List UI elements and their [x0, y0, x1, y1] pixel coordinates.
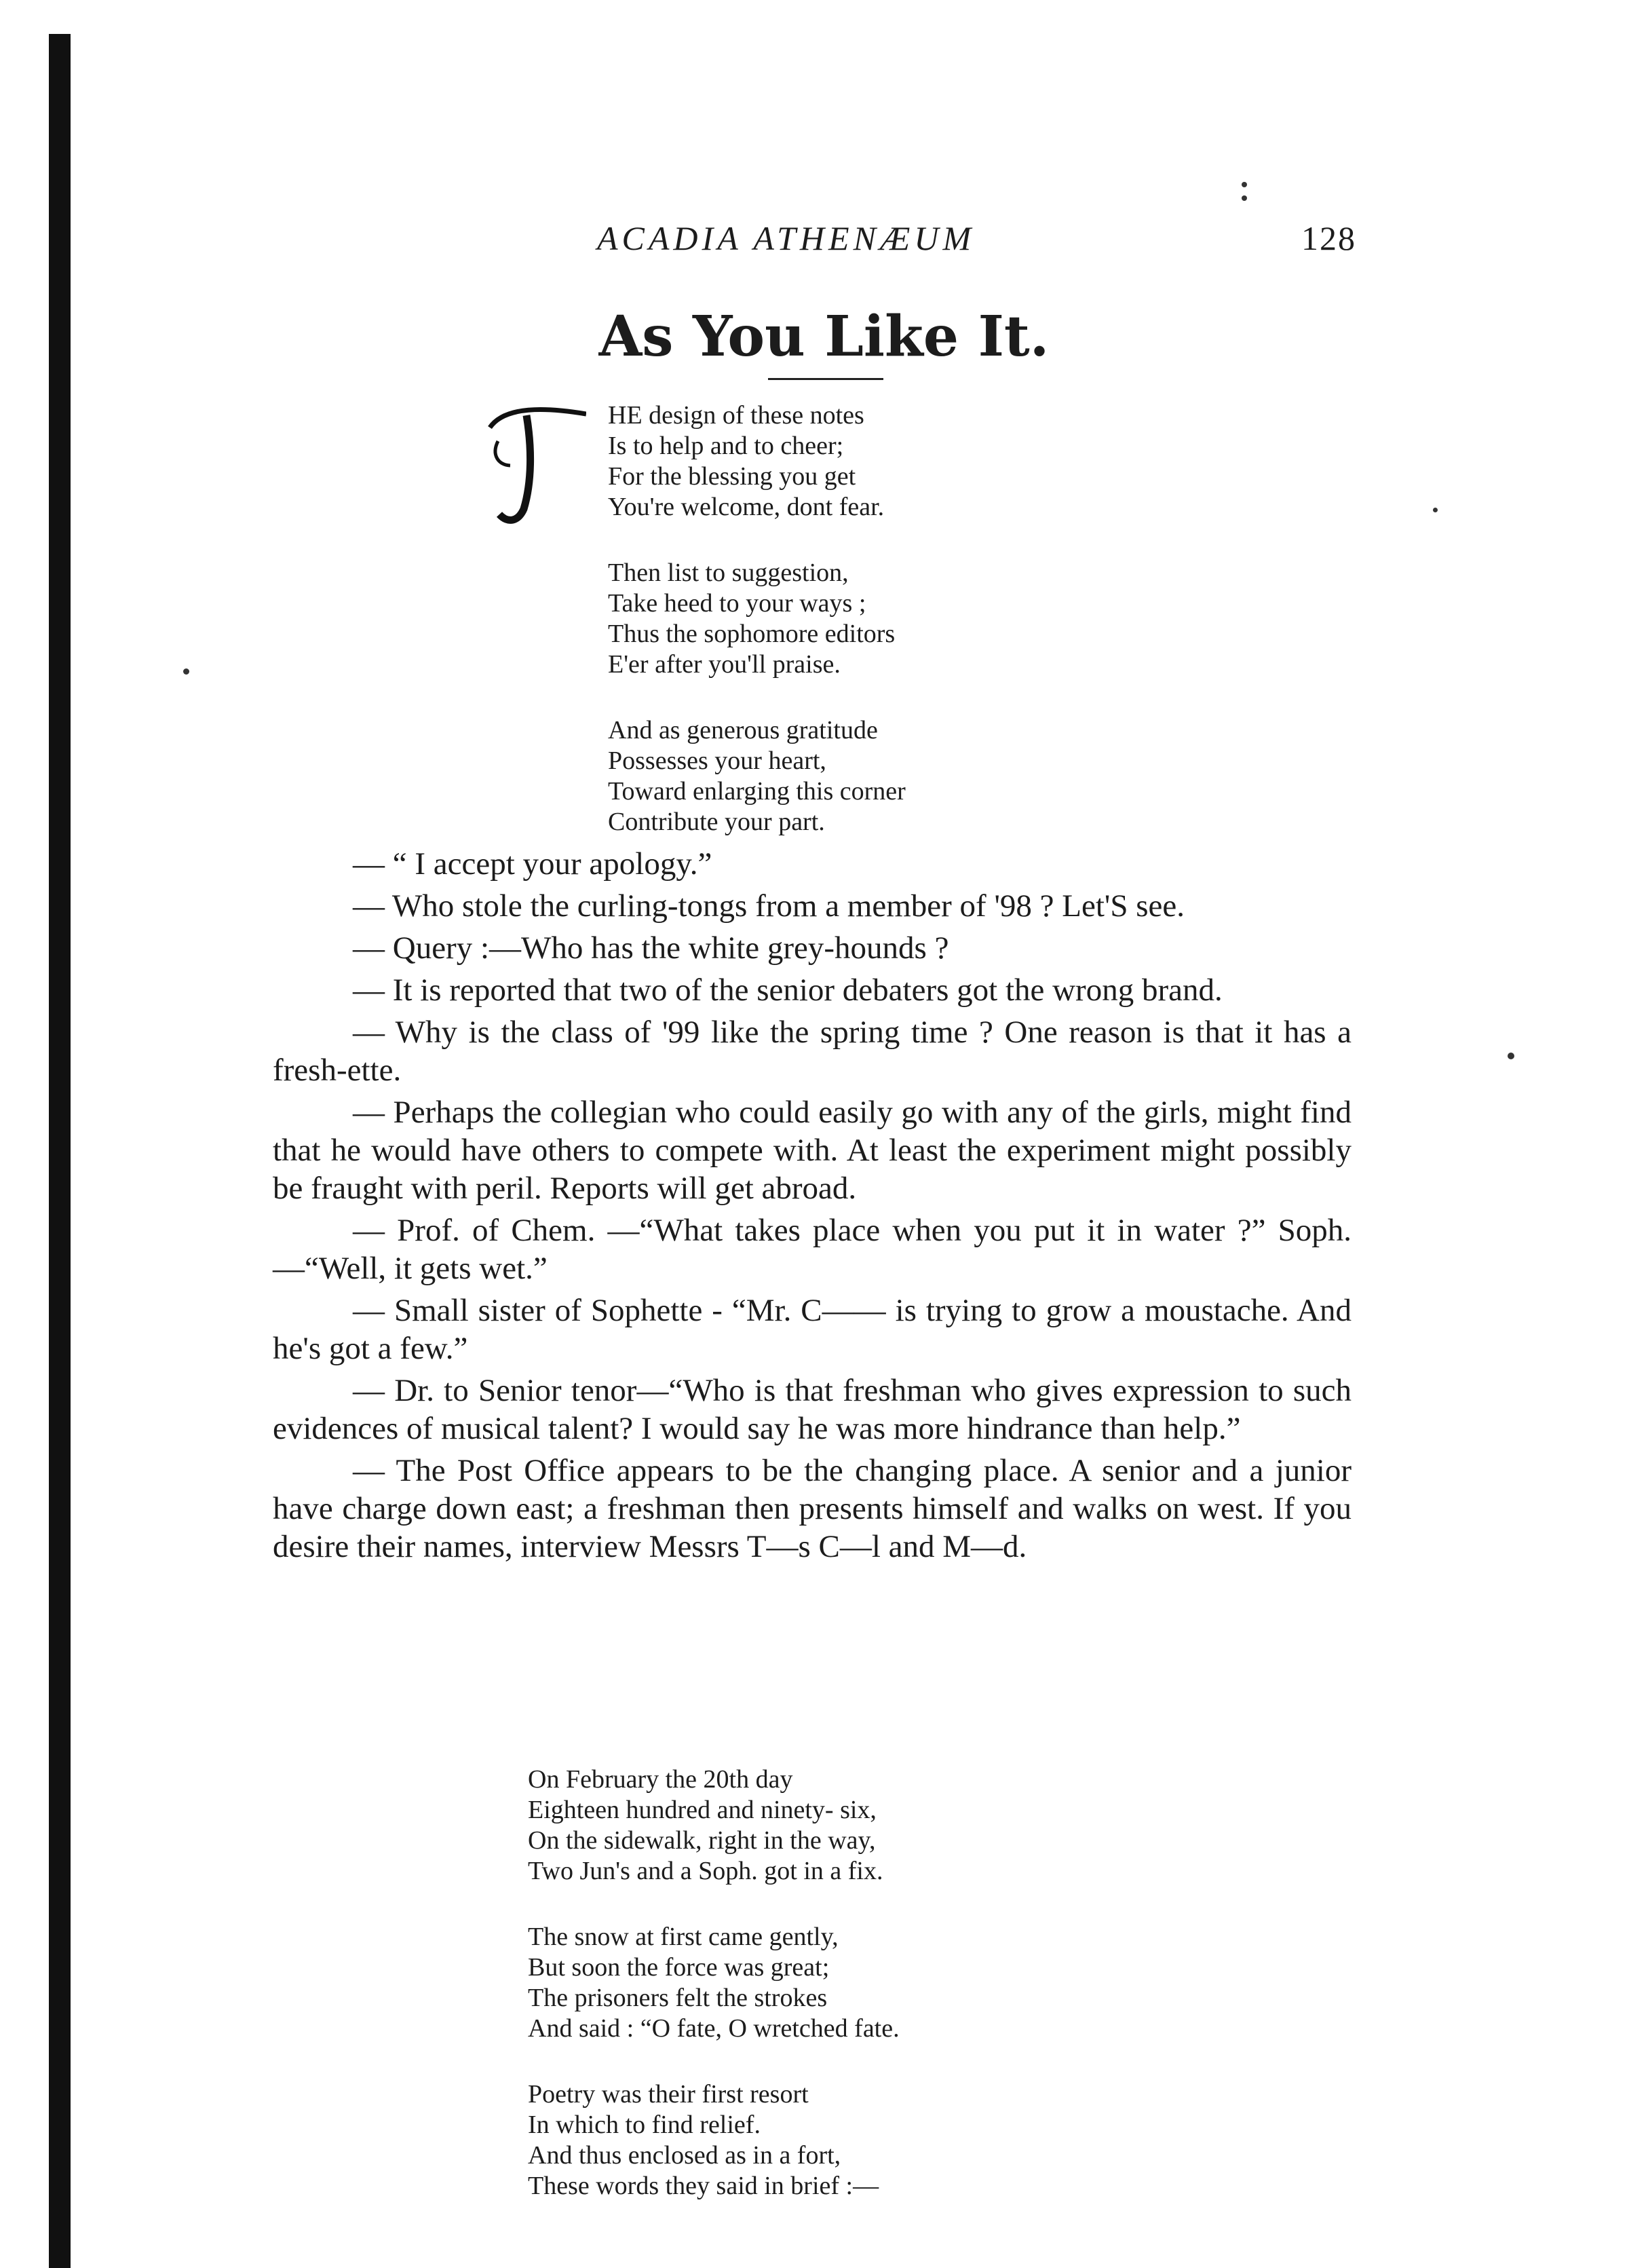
poem-line: HE design of these notes — [608, 401, 864, 430]
poem-line: But soon the force was great; — [528, 1953, 830, 1982]
scan-speck — [1242, 195, 1247, 201]
poem-stanza — [608, 715, 906, 837]
jokes-column — [273, 845, 1352, 1570]
news-item: — Why is the class of '99 like the spring time ? One reason is that it has a fresh-ette. — [273, 1015, 1352, 1088]
poem-line: Poetry was their first resort — [528, 2080, 809, 2109]
poem-line: E'er after you'll praise. — [608, 650, 841, 679]
poem-line: And thus enclosed as in a fort, — [528, 2141, 841, 2170]
poem-line: In which to find relief. — [528, 2111, 761, 2139]
news-item: — Query :—Who has the white grey-hounds ? — [353, 930, 949, 966]
poem-line: Contribute your part. — [608, 808, 825, 836]
poem-line: Eighteen hundred and ninety- six, — [528, 1796, 877, 1824]
poem-line: For the blessing you get — [608, 462, 856, 491]
news-item: — The Post Office appears to be the changing place. A senior and a junior have charge down east; a freshman then presents himself and walks on west. If you desire their names, interview Messrs T—s C—l and M—d. — [273, 1453, 1352, 1564]
page-header — [0, 216, 1648, 270]
poem-stanza — [528, 1922, 900, 2044]
poem-line: You're welcome, dont fear. — [608, 493, 885, 521]
opening-poem — [608, 400, 906, 873]
poem-line: On the sidewalk, right in the way, — [528, 1826, 876, 1855]
page-number: 128 — [1301, 219, 1356, 257]
scan-speck — [1242, 182, 1247, 187]
poem-stanza — [608, 400, 906, 523]
poem-line: The prisoners felt the strokes — [528, 1984, 828, 2012]
poem-line: Is to help and to cheer; — [608, 432, 844, 460]
poem-line: The snow at first came gently, — [528, 1923, 839, 1951]
news-item: — Small sister of Sophette - “Mr. C—— is trying to grow a moustache. And he's got a few.” — [273, 1293, 1352, 1366]
news-item: — Prof. of Chem. —“What takes place when you put it in water ?” Soph.—“Well, it gets wet.” — [273, 1213, 1352, 1286]
poem-line: Possesses your heart, — [608, 746, 826, 775]
scan-speck — [183, 668, 189, 675]
column-title: As You Like It. — [598, 304, 1050, 369]
news-item: — Who stole the curling-tongs from a member of '98 ? Let'S see. — [353, 888, 1185, 924]
news-item: — It is reported that two of the senior debaters got the wrong brand. — [353, 972, 1223, 1008]
poem-stanza — [528, 1764, 900, 1887]
running-title: ACADIA ATHENÆUM — [597, 219, 976, 257]
poem-line: And said : “O fate, O wretched fate. — [528, 2014, 900, 2043]
title-rule — [768, 378, 883, 380]
poem-line: Toward enlarging this corner — [608, 777, 906, 806]
poem-stanza — [528, 2079, 900, 2201]
poem-line: On February the 20th day — [528, 1765, 793, 1794]
drop-cap-t-ornament — [484, 400, 586, 529]
scan-speck — [1433, 508, 1438, 512]
news-item: — “ I accept your apology.” — [353, 846, 712, 882]
poem-stanza — [608, 558, 906, 680]
poem-line: These words they said in brief :— — [528, 2172, 879, 2200]
news-item: — Perhaps the collegian who could easily go with any of the girls, might find that he would have others to compete with. At least the experiment might possibly be fraught with peril. Reports will get abroad. — [273, 1095, 1352, 1206]
scan-speck — [1508, 1053, 1514, 1059]
news-item: — Dr. to Senior tenor—“Who is that freshman who gives expression to such evidences of musical talent? I would say he was more hindrance than help.” — [273, 1373, 1352, 1446]
poem-line: Thus the sophomore editors — [608, 620, 896, 648]
poem-line: Then list to suggestion, — [608, 559, 849, 587]
poem-line: Take heed to your ways ; — [608, 589, 866, 618]
poem-line: Two Jun's and a Soph. got in a fix. — [528, 1857, 883, 1885]
closing-poem — [528, 1764, 900, 2237]
poem-line: And as generous gratitude — [608, 716, 878, 744]
